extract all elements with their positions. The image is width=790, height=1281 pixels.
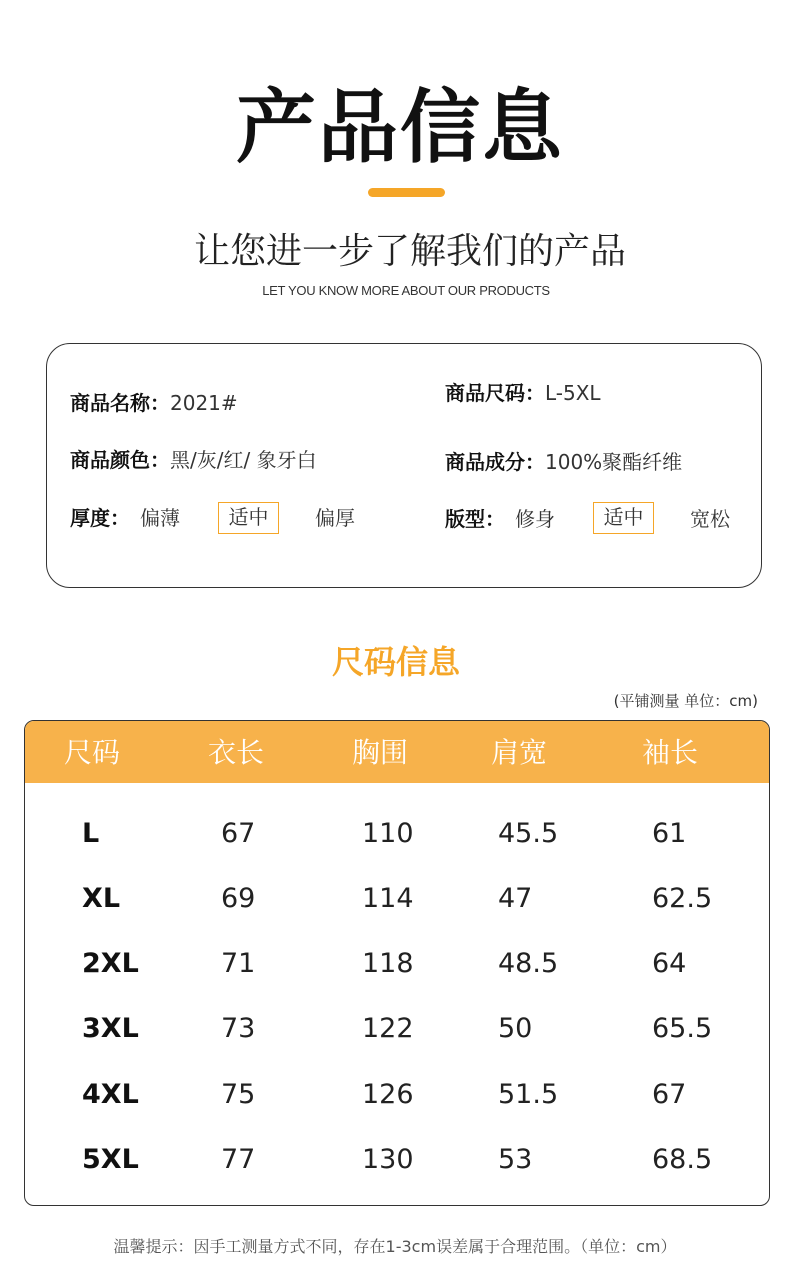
table-cell-chest: 122 (362, 1013, 414, 1044)
product-name-row (70, 389, 238, 417)
table-cell-sleeve: 64 (652, 948, 687, 979)
table-cell-size: XL (82, 883, 121, 914)
product-color-row (70, 446, 317, 474)
product-color-value: 黑/灰/红/ 象牙白 (170, 448, 317, 472)
table-cell-chest: 130 (362, 1144, 414, 1175)
table-cell-size: 2XL (82, 948, 139, 979)
table-cell-chest: 126 (362, 1079, 414, 1110)
table-cell-sleeve: 62.5 (652, 883, 713, 914)
table-cell-sleeve: 67 (652, 1079, 687, 1110)
column-header-chest: 胸围 (352, 736, 409, 769)
fit-label: 版型： (445, 507, 505, 531)
thickness-label-wrap (70, 504, 130, 532)
fit-label-wrap (445, 505, 505, 533)
product-material-value: 100%聚酯纤维 (545, 450, 683, 474)
table-cell-chest: 114 (362, 883, 414, 914)
size-table (24, 720, 770, 1206)
table-cell-length: 73 (221, 1013, 256, 1044)
title-underline (368, 188, 445, 197)
table-cell-shoulder: 53 (498, 1144, 533, 1175)
thickness-option-medium-selected: 适中 (218, 502, 279, 534)
column-header-size: 尺码 (64, 736, 121, 769)
table-cell-size: 3XL (82, 1013, 139, 1044)
table-cell-sleeve: 68.5 (652, 1144, 713, 1175)
unit-note: (平铺测量 单位：cm) (613, 692, 758, 710)
product-name-label: 商品名称： (70, 391, 170, 415)
table-cell-sleeve: 65.5 (652, 1013, 713, 1044)
table-cell-size: L (82, 818, 100, 849)
table-cell-shoulder: 50 (498, 1013, 533, 1044)
product-color-label: 商品颜色： (70, 448, 170, 472)
table-cell-length: 69 (221, 883, 256, 914)
thickness-option-thin: 偏薄 (140, 506, 180, 530)
fit-option-slim: 修身 (515, 507, 555, 531)
page-title: 产品信息 (236, 81, 564, 174)
table-cell-sleeve: 61 (652, 818, 687, 849)
table-cell-size: 4XL (82, 1079, 139, 1110)
column-header-shoulder: 肩宽 (491, 736, 548, 769)
product-size-value: L-5XL (545, 381, 601, 405)
table-cell-chest: 118 (362, 948, 414, 979)
table-header (25, 721, 769, 783)
table-cell-length: 71 (221, 948, 256, 979)
table-cell-size: 5XL (82, 1144, 139, 1175)
product-size-row (445, 379, 601, 407)
table-cell-length: 77 (221, 1144, 256, 1175)
table-cell-length: 75 (221, 1079, 256, 1110)
table-cell-shoulder: 48.5 (498, 948, 559, 979)
thickness-option-thick: 偏厚 (315, 506, 355, 530)
size-section-title: 尺码信息 (331, 643, 460, 681)
table-cell-shoulder: 51.5 (498, 1079, 559, 1110)
product-material-label: 商品成分： (445, 450, 545, 474)
product-name-value: 2021# (170, 391, 238, 415)
subtitle-english: LET YOU KNOW MORE ABOUT OUR PRODUCTS (262, 283, 550, 298)
table-cell-shoulder: 45.5 (498, 818, 559, 849)
table-cell-length: 67 (221, 818, 256, 849)
subtitle-chinese: 让您进一步了解我们的产品 (193, 231, 626, 272)
fit-option-loose: 宽松 (690, 507, 730, 531)
column-header-length: 衣长 (208, 736, 265, 769)
table-cell-chest: 110 (362, 818, 414, 849)
fit-option-regular-selected: 适中 (593, 502, 654, 534)
table-cell-shoulder: 47 (498, 883, 533, 914)
column-header-sleeve: 袖长 (642, 736, 699, 769)
product-info-card (46, 343, 762, 588)
thickness-label: 厚度： (70, 506, 130, 530)
product-material-row (445, 448, 682, 476)
footer-measurement-note: 温馨提示：因手工测量方式不同，存在1-3cm误差属于合理范围。（单位：cm） (113, 1237, 677, 1256)
product-size-label: 商品尺码： (445, 381, 545, 405)
